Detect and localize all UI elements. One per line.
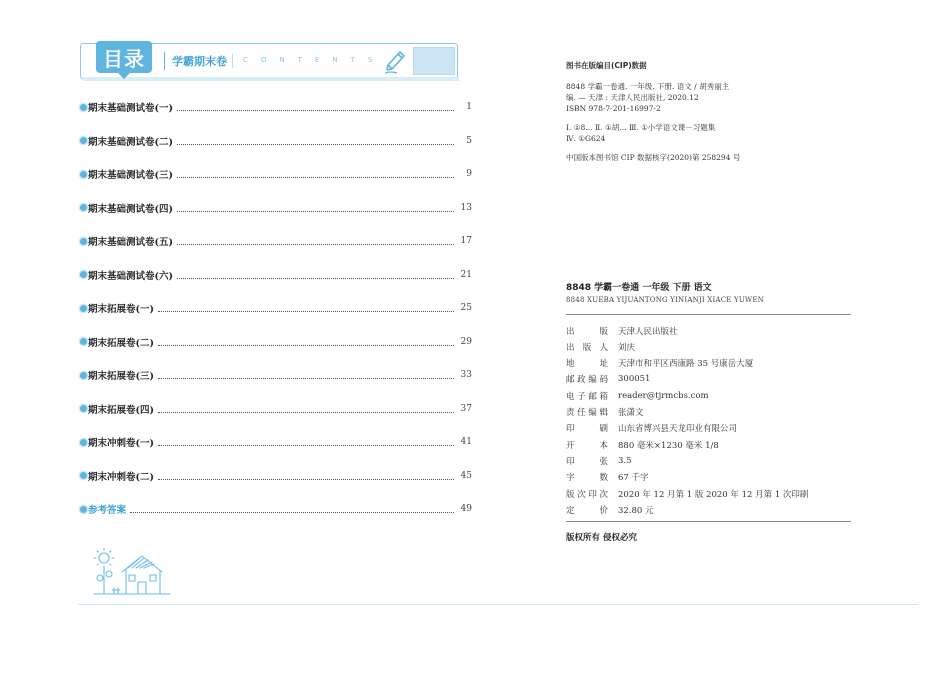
toc-item-page: 9 [466, 169, 472, 179]
imprint-row [566, 373, 650, 386]
bullet-icon [80, 204, 87, 211]
imprint-value: 2020 年 12 月第 1 版 2020 年 12 月第 1 次印刷 [618, 489, 809, 500]
imprint-label: 出版 [566, 326, 608, 337]
toc-badge: 目录 [96, 41, 152, 73]
toc-item-title: 期末拓展卷(三) [88, 371, 154, 382]
imprint-label: 邮政编码 [566, 375, 608, 386]
toc-item[interactable] [78, 468, 472, 484]
dot-leader [158, 344, 454, 346]
imprint-row [566, 438, 719, 451]
dot-leader [177, 176, 454, 178]
imprint-value: 880 毫米×1230 毫米 1/8 [618, 440, 719, 451]
toc-item[interactable] [78, 99, 472, 115]
toc-item-title: 期末基础测试卷(一) [88, 103, 173, 114]
toc-item[interactable] [78, 133, 472, 149]
dot-leader [177, 109, 454, 111]
toc-item-page: 45 [460, 470, 472, 481]
toc-item-page: 5 [466, 135, 472, 146]
banner-divider [164, 52, 165, 70]
dot-leader [158, 478, 454, 480]
imprint-label: 地址 [566, 359, 608, 370]
toc-item[interactable] [78, 267, 472, 283]
imprint-label: 开本 [566, 440, 608, 451]
imprint-row [566, 487, 808, 500]
imprint-row [566, 503, 654, 516]
toc-item[interactable] [78, 334, 472, 350]
bullet-icon [80, 171, 87, 178]
dot-leader [158, 444, 454, 446]
imprint-value: 300051 [618, 374, 651, 385]
dot-leader [158, 411, 454, 413]
imprint-label: 印张 [566, 456, 608, 467]
bullet-icon [80, 104, 87, 111]
bullet-icon [80, 338, 87, 345]
imprint-label: 版次印次 [566, 489, 608, 500]
toc-item-page: 37 [460, 403, 472, 414]
bullet-icon [80, 238, 87, 245]
imprint-label: 印刷 [566, 424, 608, 435]
imprint-value: reader@tjrmcbs.com [618, 390, 709, 401]
imprint-label: 责任编辑 [566, 408, 608, 418]
toc-item-title: 期末基础测试卷(三) [88, 170, 173, 181]
toc-item-page: 17 [460, 236, 472, 246]
toc-item[interactable] [78, 233, 472, 249]
cip-line: ISBN 978-7-201-16997-2 [566, 104, 661, 113]
imprint-row [566, 389, 709, 402]
toc-item-page: 25 [460, 303, 472, 313]
dot-leader [158, 310, 454, 312]
toc-item-page: 29 [460, 336, 472, 347]
imprint-label: 电子邮箱 [566, 391, 608, 402]
toc-item-title: 期末基础测试卷(二) [88, 136, 173, 148]
imprint-row [566, 454, 632, 467]
pencil-icon [383, 49, 407, 75]
cip-line: 编. — 天津 : 天津人民出版社, 2020.12 [566, 93, 699, 102]
toc-item-title: 期末基础测试卷(五) [88, 237, 173, 248]
rule-top [566, 314, 851, 315]
toc-item-title: 期末拓展卷(二) [88, 337, 154, 349]
toc-item[interactable] [78, 401, 472, 417]
imprint-value: 张潇文 [618, 408, 644, 418]
rule-bottom [566, 521, 851, 522]
toc-item-title: 期末冲刺卷(二) [88, 471, 154, 483]
book-pinyin: 8848 XUEBA YIJUANTONG YINIANJI XIACE YUWEN [566, 296, 764, 304]
imprint-label: 字数 [566, 473, 608, 484]
cip-line: 中国版本图书馆 CIP 数据核字(2020)第 258294 号 [566, 153, 741, 162]
toc-item[interactable] [78, 434, 472, 450]
banner-divider [232, 54, 233, 68]
dot-leader [130, 511, 454, 513]
dot-leader [177, 210, 454, 212]
cip-line: Ⅰ. ①8… Ⅱ. ①胡… Ⅲ. ①小学语文课－习题集 [566, 123, 716, 132]
imprint-row [566, 340, 635, 353]
cip-title: 图书在版编目(CIP)数据 [566, 61, 647, 70]
imprint-value: 天津人民出版社 [618, 326, 678, 337]
imprint-value: 3.5 [618, 455, 632, 466]
bullet-icon [80, 506, 87, 513]
bottom-rule [78, 604, 918, 605]
toc-item-page: 33 [460, 370, 472, 380]
bullet-icon [80, 372, 87, 379]
toc-item-title: 期末冲刺卷(一) [88, 438, 154, 449]
toc-item-page: 1 [466, 102, 472, 112]
dot-leader [177, 143, 454, 145]
dot-leader [177, 277, 454, 279]
toc-subtitle: 学霸期末卷 [172, 55, 227, 68]
toc-item-title: 期末拓展卷(一) [88, 304, 154, 315]
bullet-icon [80, 472, 87, 479]
bullet-icon [80, 137, 87, 144]
imprint-row [566, 406, 644, 419]
dot-leader [177, 243, 454, 245]
imprint-row [566, 357, 753, 370]
imprint-row [566, 324, 678, 337]
toc-item-page: 21 [460, 269, 472, 280]
bullet-icon [80, 405, 87, 412]
imprint-row [566, 422, 737, 435]
toc-item-page: 13 [460, 202, 472, 213]
toc-contents-label: CONTENTS [243, 56, 386, 64]
imprint-value: 刘庆 [618, 342, 636, 353]
imprint-label: 出版人 [566, 342, 608, 353]
bullet-icon [80, 305, 87, 312]
toc-item-answers[interactable] [78, 501, 472, 517]
cip-block [566, 60, 866, 163]
house-doodle-icon [92, 548, 172, 600]
toc-item-title: 期末基础测试卷(四) [88, 203, 173, 215]
toc-item[interactable] [78, 200, 472, 216]
toc-item-title: 期末拓展卷(四) [88, 404, 154, 416]
toc-item-page: 49 [460, 504, 472, 514]
imprint-value: 天津市和平区西康路 35 号康岳大厦 [618, 359, 754, 370]
imprint-value: 32.80 元 [618, 505, 654, 516]
toc-item-page: 41 [460, 437, 472, 447]
banner-box [413, 47, 455, 75]
imprint-label: 定价 [566, 505, 608, 516]
imprint-value: 67 千字 [618, 473, 649, 484]
toc-item-title: 期末基础测试卷(六) [88, 270, 173, 282]
cip-line: Ⅳ. ①G624 [566, 134, 606, 143]
cip-line: 8848 学霸一卷通. 一年级. 下册. 语文 / 胡秀丽主 [566, 82, 730, 91]
dot-leader [158, 377, 454, 379]
bullet-icon [80, 271, 87, 278]
imprint-row [566, 471, 649, 484]
toc-item[interactable] [78, 166, 472, 182]
book-title: 8848 学霸一卷通 一年级 下册 语文 [566, 283, 712, 293]
toc-item[interactable] [78, 300, 472, 316]
imprint-value: 山东省博兴县天龙印业有限公司 [618, 424, 738, 435]
toc-item-title: 参考答案 [88, 505, 127, 516]
bullet-icon [80, 439, 87, 446]
rights-notice: 版权所有 侵权必究 [566, 533, 637, 543]
toc-item[interactable] [78, 367, 472, 383]
